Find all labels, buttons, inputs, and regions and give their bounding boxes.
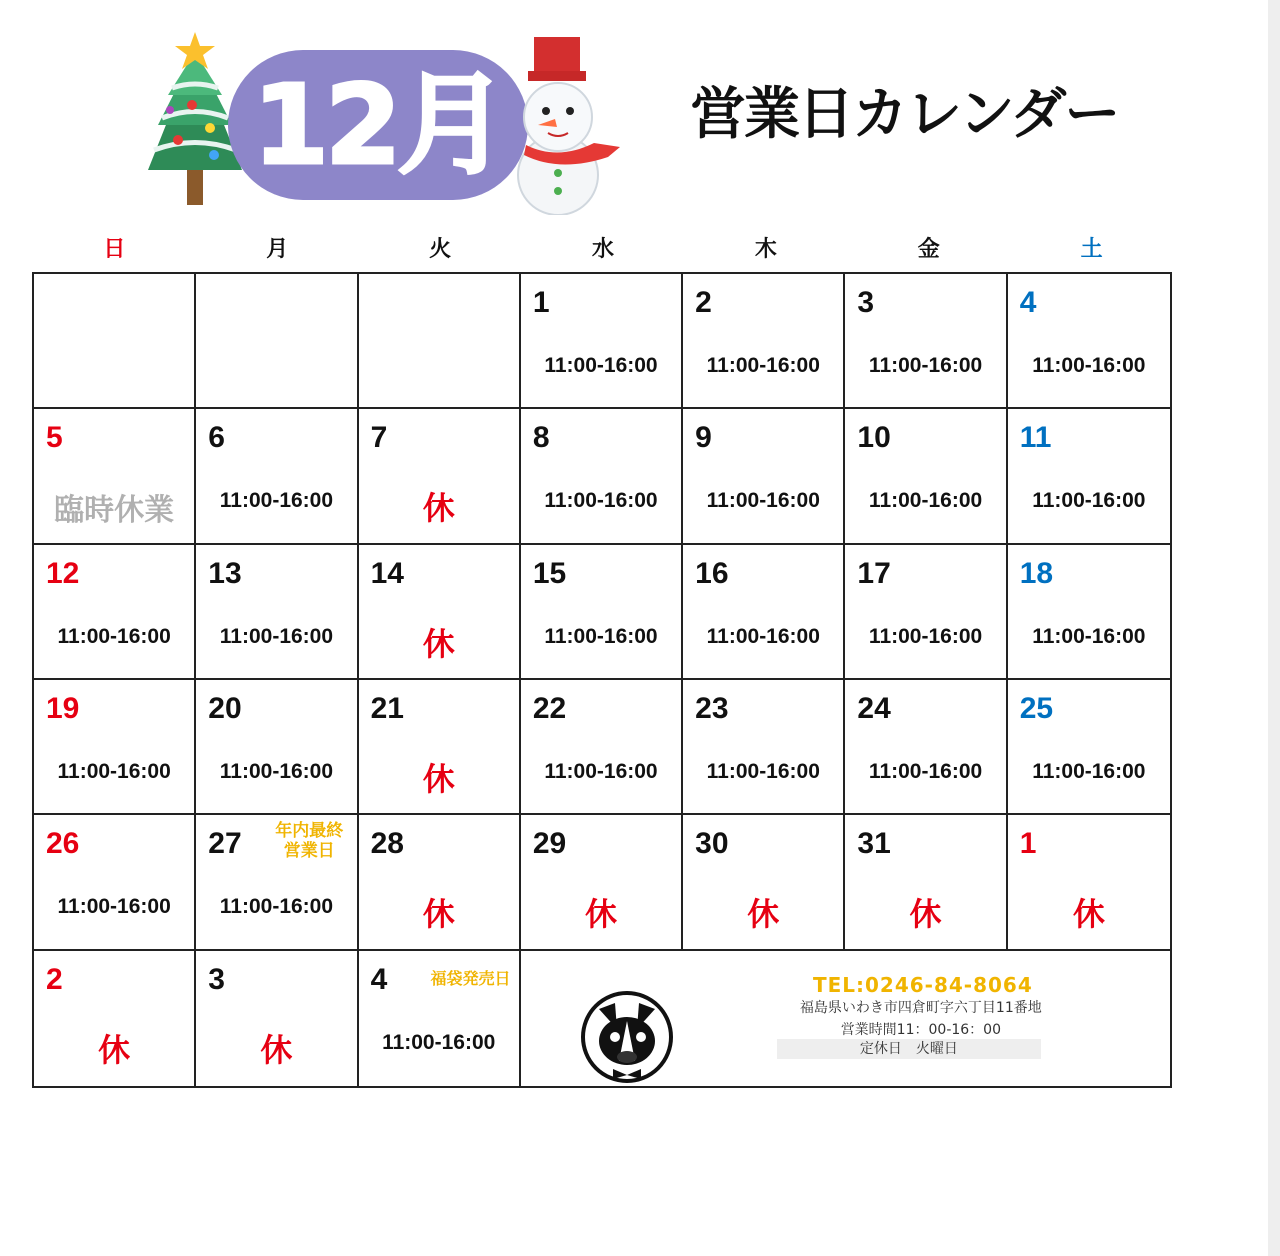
day-cell xyxy=(845,545,1007,680)
day-number: 1 xyxy=(532,286,550,319)
day-cell xyxy=(521,680,683,815)
day-cell xyxy=(359,545,521,680)
weekday-header-row xyxy=(33,232,1173,266)
shop-hours: 営業時間11：00-16：00 xyxy=(840,1021,1001,1038)
business-hours: 11:00-16:00 xyxy=(706,489,820,513)
day-note: 福袋発売日 xyxy=(430,968,511,988)
day-cell xyxy=(683,409,845,544)
day-cell xyxy=(1008,815,1170,950)
day-cell xyxy=(34,951,196,1086)
business-hours: 11:00-16:00 xyxy=(57,895,171,919)
day-number: 27 xyxy=(208,827,242,861)
day-cell xyxy=(683,680,845,815)
business-hours: 11:00-16:00 xyxy=(544,760,658,783)
day-cell xyxy=(845,409,1007,544)
day-number: 16 xyxy=(695,556,729,590)
closed-mark: 休 xyxy=(584,895,617,934)
business-hours: 11:00-16:00 xyxy=(706,354,820,377)
day-cell xyxy=(683,274,845,409)
day-number: 9 xyxy=(695,421,712,455)
closed-mark: 休 xyxy=(422,760,455,798)
day-number: 29 xyxy=(532,827,567,861)
closed-mark: 休 xyxy=(1072,895,1105,934)
weekday-label: 金 xyxy=(917,237,940,262)
business-hours: 11:00-16:00 xyxy=(544,354,658,377)
closed-mark: 休 xyxy=(422,624,455,663)
day-number: 26 xyxy=(46,827,80,861)
calendar-header xyxy=(0,0,1280,230)
day-cell xyxy=(34,274,196,409)
day-number: 7 xyxy=(370,421,388,455)
shop-address: 福島県いわき市四倉町字六丁目11番地 xyxy=(799,999,1042,1016)
closed-mark: 休 xyxy=(909,895,942,934)
day-number: 2 xyxy=(695,286,712,319)
business-hours: 11:00-16:00 xyxy=(868,760,983,783)
day-note: 年内最終 営業日 xyxy=(275,821,344,862)
day-cell xyxy=(1008,680,1170,815)
day-cell xyxy=(1008,545,1170,680)
business-hours: 11:00-16:00 xyxy=(1032,760,1146,783)
day-cell xyxy=(196,545,358,680)
weekday-label: 火 xyxy=(429,237,452,262)
day-number: 6 xyxy=(208,421,225,455)
business-hours: 11:00-16:00 xyxy=(219,624,334,648)
day-cell xyxy=(845,815,1007,950)
day-number: 17 xyxy=(857,556,891,590)
day-number: 2 xyxy=(46,962,63,996)
day-cell xyxy=(845,680,1007,815)
day-number: 1 xyxy=(1019,827,1037,861)
business-hours: 11:00-16:00 xyxy=(219,489,334,513)
month-label: 12月 xyxy=(252,61,504,189)
business-hours: 11:00-16:00 xyxy=(544,624,658,648)
business-hours: 11:00-16:00 xyxy=(219,895,334,919)
closed-mark: 休 xyxy=(422,895,455,934)
business-hours: 11:00-16:00 xyxy=(219,760,334,783)
day-cell xyxy=(521,274,683,409)
day-cell xyxy=(521,545,683,680)
day-cell xyxy=(1008,274,1170,409)
closed-mark: 休 xyxy=(98,1030,131,1069)
day-cell xyxy=(359,815,521,950)
day-number: 30 xyxy=(695,827,729,861)
shop-holiday: 定休日 火曜日 xyxy=(777,1039,1041,1059)
day-number: 31 xyxy=(857,827,891,861)
day-number: 14 xyxy=(370,556,404,590)
business-hours: 11:00-16:00 xyxy=(868,624,983,648)
day-cell xyxy=(683,545,845,680)
day-cell xyxy=(196,409,358,544)
day-number: 10 xyxy=(857,421,891,455)
day-cell xyxy=(34,545,196,680)
day-cell xyxy=(34,815,196,950)
day-number: 4 xyxy=(1019,286,1037,319)
business-hours: 11:00-16:00 xyxy=(1032,624,1146,648)
day-cell xyxy=(359,680,521,815)
day-cell xyxy=(845,274,1007,409)
business-hours: 11:00-16:00 xyxy=(706,760,820,783)
closed-mark: 休 xyxy=(260,1030,293,1069)
day-cell xyxy=(521,815,683,950)
day-number: 23 xyxy=(695,692,729,725)
weekday-label: 土 xyxy=(1080,237,1103,262)
day-number: 3 xyxy=(857,286,875,319)
day-number: 28 xyxy=(370,827,404,861)
day-cell xyxy=(196,815,358,950)
business-hours: 11:00-16:00 xyxy=(868,354,983,377)
day-number: 25 xyxy=(1019,692,1054,725)
weekday-label: 木 xyxy=(754,237,777,262)
day-number: 15 xyxy=(532,556,567,590)
day-number: 24 xyxy=(857,692,891,725)
day-number: 11 xyxy=(1019,421,1052,455)
day-cell xyxy=(359,274,521,409)
day-number: 20 xyxy=(208,692,242,725)
closed-mark: 休 xyxy=(747,895,780,934)
weekday-label: 月 xyxy=(266,237,289,262)
day-cell xyxy=(359,409,521,544)
day-number: 19 xyxy=(46,692,80,725)
day-number: 22 xyxy=(532,692,567,725)
business-hours: 11:00-16:00 xyxy=(57,624,171,648)
day-cell xyxy=(196,680,358,815)
day-number: 8 xyxy=(532,421,550,455)
day-cell xyxy=(521,409,683,544)
day-number: 4 xyxy=(370,962,388,996)
dog-logo-icon xyxy=(579,989,675,1085)
snowman-icon xyxy=(500,35,625,215)
day-cell xyxy=(34,680,196,815)
business-hours: 11:00-16:00 xyxy=(1032,489,1146,513)
day-cell xyxy=(359,951,521,1086)
day-number: 13 xyxy=(208,556,242,590)
business-hours: 11:00-16:00 xyxy=(57,760,171,783)
page-title: 営業日カレンダー xyxy=(690,82,1119,147)
business-hours: 11:00-16:00 xyxy=(544,489,658,513)
weekday-label: 日 xyxy=(103,237,126,262)
weekday-label: 水 xyxy=(592,237,615,262)
day-cell xyxy=(196,274,358,409)
day-cell xyxy=(1008,409,1170,544)
day-number: 12 xyxy=(46,556,80,590)
business-hours: 11:00-16:00 xyxy=(868,489,983,513)
closed-mark: 休 xyxy=(422,489,455,528)
day-number: 18 xyxy=(1019,556,1054,590)
day-cell xyxy=(34,409,196,544)
day-number: 5 xyxy=(46,421,63,455)
business-hours: 11:00-16:00 xyxy=(706,624,820,648)
day-cell xyxy=(196,951,358,1086)
day-cell xyxy=(683,815,845,950)
temporary-closed-label: 臨時休業 xyxy=(54,493,175,529)
shop-info xyxy=(521,951,1170,1086)
business-hours: 11:00-16:00 xyxy=(1032,354,1146,377)
calendar-grid xyxy=(32,272,1172,1088)
shop-phone: TEL:0246-84-8064 xyxy=(812,972,1033,997)
day-number: 21 xyxy=(370,692,404,725)
day-number: 3 xyxy=(208,962,225,996)
business-hours: 11:00-16:00 xyxy=(382,1030,496,1054)
